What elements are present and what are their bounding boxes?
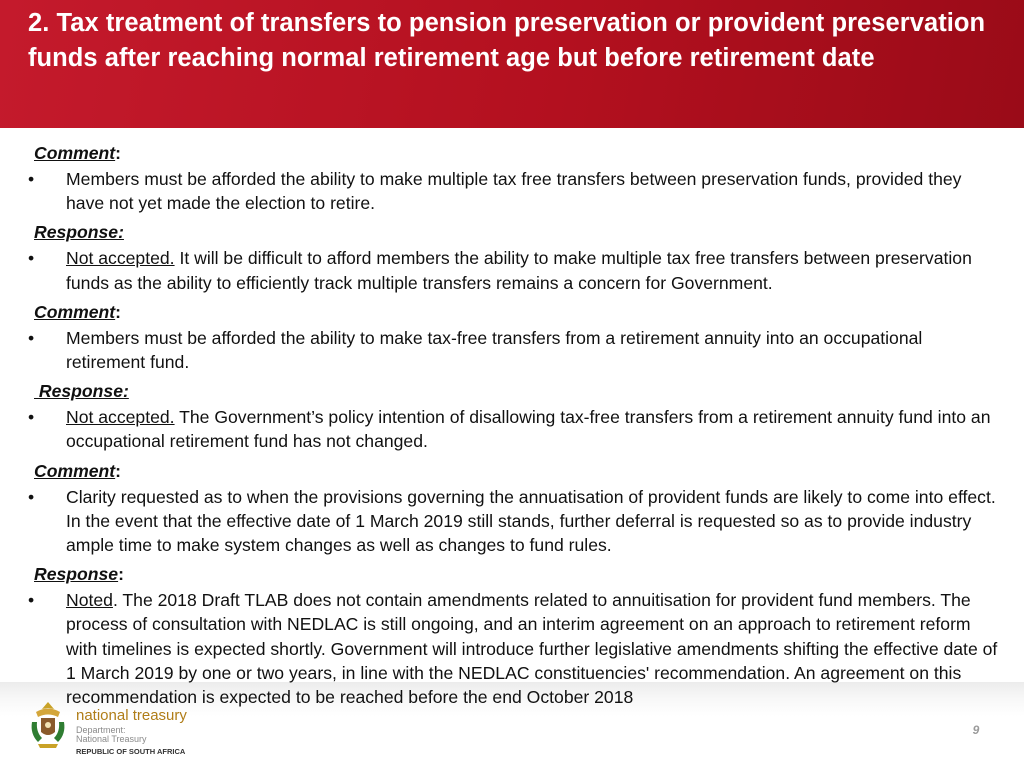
section-heading-comment: Comment: (34, 460, 121, 481)
footer-logo (76, 708, 187, 756)
bullet-item (0, 405, 1024, 453)
bullet-dot: • (28, 248, 35, 269)
section-heading-comment: Comment: (34, 301, 121, 322)
bullet-dot: • (28, 169, 35, 189)
bullet-text: The Government’s policy intention of disallowing tax-free transfers from a retirement annuity fund into an occupational retirement fund has not changed. (66, 407, 991, 452)
bullet-text: It will be difficult to afford members the ability to make multiple tax free transfers between preservation funds as the ability to efficiently track multiple transfers remains a concern for Government. (66, 248, 972, 293)
section-heading-comment: Comment: (34, 143, 121, 163)
bullet-item (0, 326, 1024, 374)
bullet-item (0, 485, 1024, 558)
bullet-text: . The 2018 Draft TLAB does not contain amendments related to annuitisation for provident fund members. The process of consultation with NEDLAC is still ongoing, and an interim agreement on an approach to retirement reform with timelines is expected shortly. Government will introduce further legislative amendments shifting the effective date of 1 March 2019 by one or two years, in line with the NEDLAC constituencies' recommendation. An agreement on this recommendation is expected to be reached before the end October 2018 (66, 590, 998, 708)
bullet-item (0, 246, 1024, 294)
slide-title: 2. Tax treatment of transfers to pension preservation or provident preservation funds after reaching normal retirement age but before retirement date (28, 9, 986, 72)
bullet-dot: • (28, 590, 35, 611)
section-heading-response: Response: (34, 381, 129, 402)
bullet-dot: • (28, 407, 35, 428)
bullet-item (0, 167, 1024, 215)
bullet-dot: • (28, 486, 35, 507)
bullet-text: Clarity requested as to when the provisions governing the annuatisation of provident funds are likely to come into effect. In the event that the effective date of 1 March 2019 still stands, further deferral is requested so as to provide industry ample time to make system changes as well as changes to fund rules. (66, 486, 996, 556)
logo-country-text: REPUBLIC OF SOUTH AFRICA (76, 747, 186, 756)
section-heading-response: Response: (34, 564, 124, 585)
bullet-text: Members must be afforded the ability to make tax-free transfers from a retirement annuity into an occupational retirement fund. (66, 327, 923, 373)
verdict-label: Noted (66, 590, 113, 611)
logo-main-text: national treasury (76, 707, 187, 724)
section-heading-response: Response: (34, 222, 124, 243)
logo-department-text: Department: National Treasury (76, 725, 147, 744)
page-number: 9 (972, 723, 980, 737)
coat-of-arms-icon (28, 700, 68, 750)
title-bar (0, 0, 1024, 128)
slide-content (0, 139, 1024, 712)
bullet-item (0, 588, 1024, 709)
verdict-label: Not accepted. (66, 407, 175, 428)
verdict-label: Not accepted. (66, 248, 175, 269)
bullet-dot: • (28, 327, 35, 348)
bullet-text: Members must be afforded the ability to make multiple tax free transfers between preservation funds, provided they have not yet made the election to retire. (66, 169, 962, 214)
